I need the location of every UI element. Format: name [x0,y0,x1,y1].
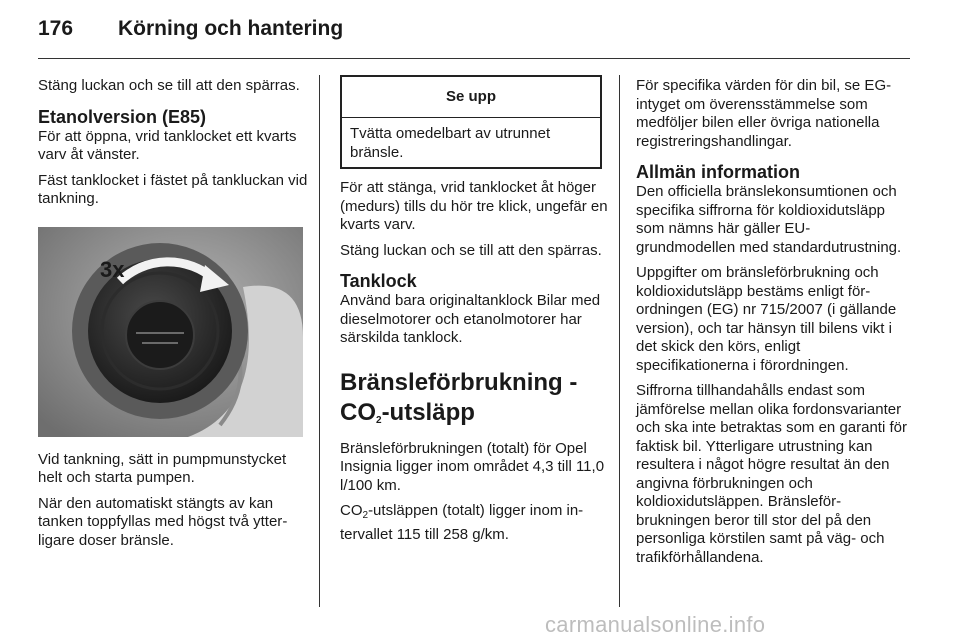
text-run: -utsläppen (totalt) ligger inom intervallet 115 till 258 g/km. [340,502,584,543]
section-heading-general-info: Allmän information [636,162,801,182]
image-label-3x: 3x [100,256,125,282]
paragraph: Bränsleförbrukningen (totalt) för Opel Insignia ligger inom området 4,3 till 11,0 l/100 km. [340,439,605,494]
paragraph: För specifika värden för din bil, se EG-intyget om överensstämmelse som medföljer bilen eller övriga nationella registreringshandlingar. [636,77,892,150]
paragraph: Fäst tanklocket i fästet på tankluckan vid tankning. [38,171,308,207]
subscript: 2 [376,414,382,426]
text-run: CO [340,502,363,519]
heading-text: -utsläpp [381,398,475,426]
column-middle [340,179,608,551]
header-divider [38,58,910,59]
section-heading-fuel-consumption [340,368,608,436]
fuel-cap-photo [38,227,303,437]
subscript: 2 [362,510,369,521]
paragraph: Vid tankning, sätt in pumpmunstycket helt och starta pumpen. [38,450,287,486]
paragraph: Använd bara originaltanklock Bilar med dieselmotorer och etanolmotorer har särskilda tanklock. [340,292,601,346]
paragraph: För att stänga, vrid tanklocket åt höger (medurs) tills du hör tre klick, ungefär en kvarts varv. [340,179,608,233]
warning-text: Tvätta omedelbart av utrunnet bränsle. [350,125,551,161]
paragraph: Siffrorna tillhandahålls endast som jämförelse mellan olika fordonsvarianter och ska inte betraktas som en garanti för faktisk bil. Ytterligare utrustning kan resultera i något högre resultat än den angivna förbrukningen och koldioxidutsläppen. Bränsleförbrukningen beror till stor del på den personliga körstilen samt på väg- och trafikförhållandena. [636,382,907,566]
paragraph [340,502,608,544]
page-number: 176 [38,17,74,40]
cap-center [126,301,194,369]
paragraph: För att öppna, vrid tanklocket ett kvarts varv åt vänster. [38,127,297,163]
paragraph: Den officiella bränslekonsumtionen och specifika siffrorna för koldioxidutsläpp som nämns här gäller EU-grundmodellen med standardutrustning. [636,183,902,256]
paragraph: Stäng luckan och se till att den spärras. [340,241,602,259]
column-divider-left [319,75,320,607]
column-divider-right [619,75,620,607]
section-heading-ethanol: Etanolversion (E85) [38,106,207,127]
paragraph: När den automatiskt stängts av kan tanken toppfyllas med högst två ytterligare doser bränsle. [38,494,288,549]
paragraph: Uppgifter om bränsleförbrukning och koldioxidutsläpp bestäms enligt förordningen (EG) nr 715/2007 (i gällande version), och tar hänsyn till bilens vikt i det skick den körs, enligt specifikationerna i förordningen. [636,264,897,374]
column-left [38,77,308,557]
section-heading-tank-lock: Tanklock [340,271,417,291]
heading-text: Bränsleförbrukning - CO [340,368,578,426]
warning-title: Se upp [342,77,600,118]
watermark: carmanualsonline.info [545,612,766,637]
warning-box [340,75,602,169]
page-title: Körning och hantering [118,17,344,40]
paragraph: Stäng luckan och se till att den spärras. [38,77,300,94]
column-right [636,77,908,574]
